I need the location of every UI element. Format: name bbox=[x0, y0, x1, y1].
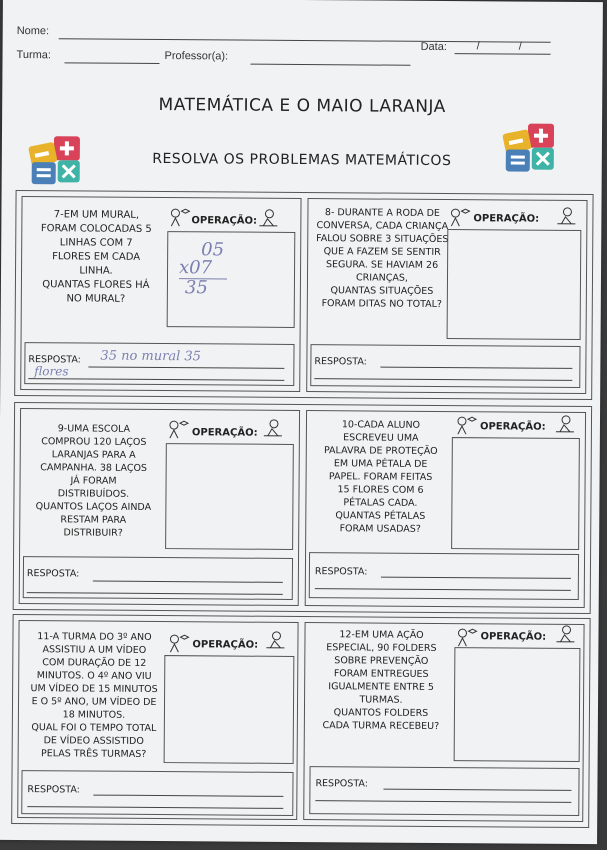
handwritten-answer: 35 no mural 35 bbox=[100, 348, 202, 365]
problem-text: 11-A TURMA DO 3º ANO ASSISTIU A UM VÍDEO COM DURAÇÃO DE 12 MINUTOS. O 4º ANO VIU UM VÍDEO DE 15 MINUTOS E O 5º ANO, UM VÍDEO DE 18 MINUTOS. QUAL FOI O TEMPO TOTAL DE VÍDEO ASSISTIDO PELAS TRÊS TURMAS? bbox=[30, 631, 158, 760]
operation-label: OPERAÇÃO: bbox=[192, 639, 259, 651]
operation-box[interactable] bbox=[451, 437, 580, 550]
operation-box[interactable] bbox=[447, 229, 582, 340]
handwritten-work: 35 bbox=[184, 277, 208, 299]
answer-box[interactable] bbox=[309, 766, 579, 816]
operation-label: OPERAÇÃO: bbox=[473, 213, 540, 225]
name-label: Nome: bbox=[16, 25, 50, 38]
thinking-child-icon bbox=[456, 415, 478, 435]
operation-label: OPERAÇÃO: bbox=[191, 427, 258, 439]
answer-label: RESPOSTA: bbox=[26, 568, 80, 580]
thinking-child-icon bbox=[449, 207, 471, 227]
teacher-line[interactable] bbox=[250, 64, 410, 66]
operation-box[interactable] bbox=[454, 647, 581, 762]
problem-text: 8- DURANTE A RODA DE CONVERSA, CADA CRIANÇA FALOU SOBRE 3 SITUAÇÕES QUE A FAZEM SE SENTIR SEGURA. SE HAVIAM 26 CRIANÇAS, QUANTAS SITUAÇÕES FORAM DITAS NO TOTAL? bbox=[316, 207, 449, 310]
operation-box[interactable] bbox=[165, 443, 294, 550]
answer-label: RESPOSTA: bbox=[314, 356, 367, 368]
thinking-child-icon bbox=[168, 633, 190, 653]
thinking-child-icon bbox=[169, 207, 191, 227]
thinking-child-icon bbox=[554, 414, 576, 434]
thinking-child-icon bbox=[168, 419, 190, 439]
class-line[interactable] bbox=[64, 62, 159, 64]
page-subtitle: RESOLVA OS PROBLEMAS MATEMÁTICOS bbox=[152, 150, 452, 170]
handwritten-work: x07 bbox=[178, 257, 213, 279]
handwritten-answer: flores bbox=[34, 364, 69, 379]
date-line[interactable] bbox=[455, 53, 551, 55]
operation-label: OPERAÇÃO: bbox=[479, 421, 546, 433]
teacher-label: Professor(a): bbox=[164, 50, 229, 63]
thinking-child-icon bbox=[264, 630, 286, 650]
math-symbols-icon bbox=[500, 121, 560, 173]
problem-text: 12-EM UMA AÇÃO ESPECIAL, 90 FOLDERS SOBRE PREVENÇÃO FORAM ENTREGUES IGUALMENTE ENTRE 5 TURMAS. QUANTOS FOLDERS CADA TURMA RECEBEU? bbox=[322, 629, 440, 732]
problem-text: 7-EM UM MURAL, FORAM COLOCADAS 5 LINHAS COM 7 FLORES EM CADA LINHA. QUANTAS FLORES HÁ NO MURAL? bbox=[40, 209, 152, 305]
thinking-child-icon bbox=[456, 627, 478, 647]
thinking-child-icon bbox=[554, 624, 576, 644]
thinking-child-icon bbox=[257, 208, 279, 228]
date-label: Data: bbox=[420, 40, 447, 54]
math-symbols-icon bbox=[26, 134, 86, 186]
date-slashes: / / bbox=[476, 40, 540, 53]
operation-label: OPERAÇÃO: bbox=[191, 215, 258, 227]
thinking-child-icon bbox=[555, 206, 577, 226]
class-label: Turma: bbox=[16, 49, 52, 62]
problem-text: 9-UMA ESCOLA COMPROU 120 LAÇOS LARANJAS PARA A CAMPANHA. 38 LAÇOS JÁ FORAM DISTRIBUÍDOS. QUANTOS LAÇOS AINDA RESTAM PARA DISTRIBUIR? bbox=[35, 423, 152, 539]
handwritten-work: 05 bbox=[201, 239, 225, 261]
answer-label: RESPOSTA: bbox=[314, 566, 368, 578]
operation-box[interactable] bbox=[164, 655, 295, 764]
thinking-child-icon bbox=[262, 418, 284, 438]
answer-label: RESPOSTA: bbox=[28, 354, 81, 366]
page-title: MATEMÁTICA E O MAIO LARANJA bbox=[158, 95, 446, 118]
operation-label: OPERAÇÃO: bbox=[480, 631, 547, 643]
problem-text: 10-CADA ALUNO ESCREVEU UMA PALAVRA DE PROTEÇÃO EM UMA PÉTALA DE PAPEL. FORAM FEITAS 15 FLORES COM 6 PÉTALAS CADA. QUANTAS PÉTALAS FORAM USADAS? bbox=[323, 419, 438, 535]
answer-label: RESPOSTA: bbox=[315, 778, 368, 790]
answer-label: RESPOSTA: bbox=[27, 784, 80, 796]
